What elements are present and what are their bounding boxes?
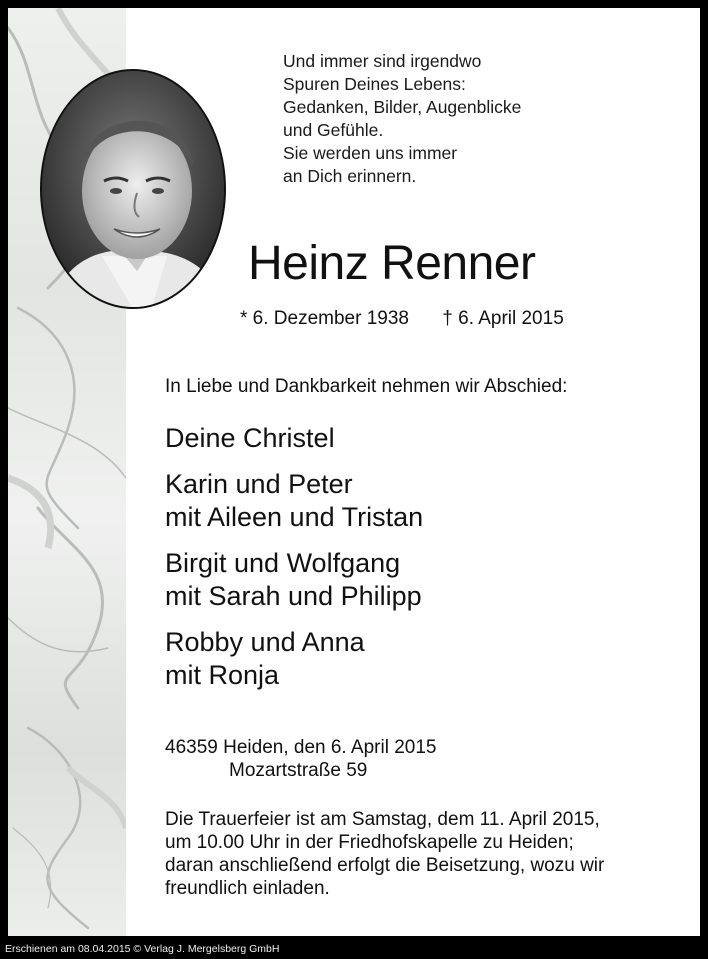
place-date-line: 46359 Heiden, den 6. April 2015	[165, 737, 437, 758]
poem-line: Und immer sind irgendwo	[283, 51, 482, 71]
ceremony-line: um 10.00 Uhr in der Friedhofskapelle zu Heiden;	[165, 832, 574, 853]
family-line: Birgit und Wolfgang	[165, 548, 401, 578]
poem-line: an Dich erinnern.	[283, 166, 417, 186]
family-line: Robby und Anna	[165, 627, 365, 657]
family-group	[165, 547, 423, 613]
ceremony-notice	[165, 808, 604, 900]
family-group	[165, 626, 423, 692]
ceremony-line: freundlich einladen.	[165, 878, 330, 899]
family-line: mit Aileen und Tristan	[165, 502, 424, 532]
death-date: † 6. April 2015	[442, 308, 564, 329]
family-line: Deine Christel	[165, 423, 335, 453]
poem-line: Spuren Deines Lebens:	[283, 74, 466, 94]
family-line: mit Ronja	[165, 660, 280, 690]
poem-line: Gedanken, Bilder, Augenblicke	[283, 97, 522, 117]
deceased-name: Heinz Renner	[248, 237, 536, 290]
publication-footer: Erschienen am 08.04.2015 © Verlag J. Mergelsberg GmbH	[5, 943, 280, 955]
ceremony-line: Die Trauerfeier ist am Samstag, dem 11. April 2015,	[165, 809, 600, 830]
birth-date: * 6. Dezember 1938	[240, 308, 409, 329]
portrait-photo	[40, 69, 226, 309]
poem-line: und Gefühle.	[283, 120, 384, 140]
obituary-card	[8, 8, 700, 936]
farewell-text: In Liebe und Dankbarkeit nehmen wir Abschied:	[165, 376, 568, 397]
family-line: Karin und Peter	[165, 469, 353, 499]
address-block	[165, 736, 437, 782]
family-group	[165, 422, 423, 455]
family-line: mit Sarah und Philipp	[165, 581, 422, 611]
family-group	[165, 468, 423, 534]
life-dates	[240, 308, 564, 330]
poem-verse	[283, 50, 521, 188]
ceremony-line: daran anschließend erfolgt die Beisetzung, wozu wir	[165, 855, 605, 876]
poem-line: Sie werden uns immer	[283, 143, 458, 163]
family-list	[165, 422, 423, 705]
street-line: Mozartstraße 59	[229, 760, 368, 781]
